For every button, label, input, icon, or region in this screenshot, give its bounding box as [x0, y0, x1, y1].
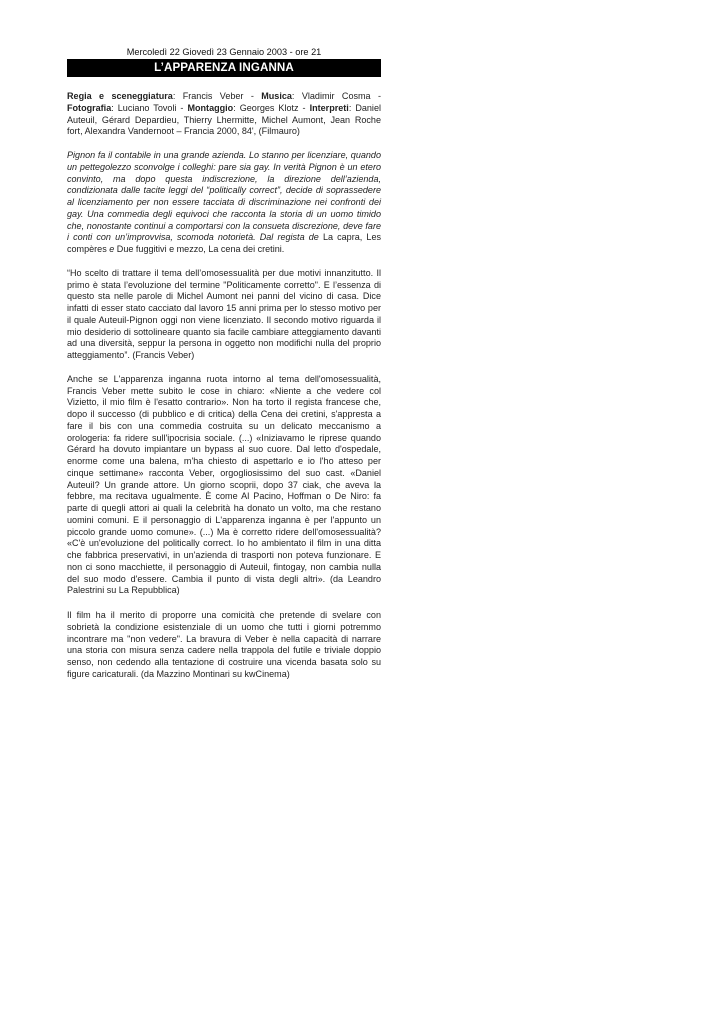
synopsis-connector: e: [106, 244, 117, 254]
fotografia-label: Fotografia: [67, 102, 112, 113]
document-page: [67, 46, 381, 681]
screening-date: Mercoledì 22 Giovedì 23 Gennaio 2003 - ore 21: [126, 47, 322, 57]
synopsis-text: Pignon fa il contabile in una grande azienda. Lo stanno per licenziare, quando un pettegolezzo sconvolge i colleghi: pare sia gay. In verità Pignon è un etero convinto, ma dopo questa indiscrezione, la direzione dell’azienda, condizionata dalle tacite leggi del “politically correct”, decide di soprassedere al licenziamento per non essere tacciata di discriminazione nei confronti dei gay. Una commedia degli equivoci che racconta la storia di un uomo timido che, nonostante continui a comportarsi con la consueta discrezione, deve fare i conti con un’improvvisa, scomoda notorietà. Dal regista de: [67, 150, 381, 243]
synopsis-film-list-2: Due fuggitivi e mezzo, La cena dei cretini: [116, 244, 282, 254]
kwcinema-review-paragraph: Il film ha il merito di proporre una comicità che pretende di svelare con sobrietà la condizione esistenziale di un uomo che tutti i giorni potremmo incontrare ma "non vedere". La bravura di Veber è nella capacità di narrare una storia con misura senza cadere nella trappola del futile e triviale doppio senso, non cedendo alla tentazione di costruire una vicenda basata solo su figure caricaturali. (da Mazzino Montinari su kwCinema): [67, 610, 381, 679]
montaggio-label: Montaggio: [187, 102, 234, 113]
synopsis-paragraph: [67, 150, 381, 256]
musica-label: Musica: [261, 91, 292, 101]
regia-value: : Francis Veber -: [172, 91, 262, 101]
interpreti-label: Interpreti: [309, 102, 349, 113]
credits-paragraph: [67, 91, 381, 138]
repubblica-review-paragraph: Anche se L'apparenza inganna ruota intorno al tema dell'omosessualità, Francis Veber mette subito le cose in chiaro: «Niente a che vedere col Vizietto, il mio film è l'esatto contrario». Non ha torto il regista francese che, dopo il successo (di pubblico e di critica) della Cena dei cretini, s'appresta a fare il bis con una commedia costruita su un delicato meccanismo a orologeria: fa ridere sull'ipocrisia sociale. (...) «Iniziavamo le riprese quando Gérard ha dovuto impiantare un bypass al suo cuore. Dal letto d'ospedale, enorme come una balena, m'ha chiesto di aspettarlo e io l'ho atteso per cinque settimane» racconta Veber, orgogliosissimo del suo cast. «Daniel Auteuil? Un grande attore. Un giorno scoprii, dopo 37 ciak, che aveva la febbre, ma recitava ugualmente. È come Al Pacino, Hoffman o De Niro: fa parte di quegli attori ai quali la celebrità ha donato un volto, ma che restano uomini comuni. E il personaggio di L'apparenza inganna è per l'appunto un piccolo grande uomo comune». (...) Ma è corretto ridere dell'omosessualità? «C'è un'evoluzione del politically correct. Io ho ambientato il film in una ditta che fabbrica preservativi, in un'azienda di trasporti non poteva funzionare. E non ci sono macchiette, il personaggio di Auteuil, fintogay, non cambia nulla del suo modo d'essere. Cambia il punto di vista degli altri». (da Leandro Palestrini su La Repubblica): [67, 373, 381, 596]
interpreti-value: : Daniel Auteuil, Gérard Depardieu, Thierry Lhermitte, Michel Aumont, Jean Roche fort, Alexandra Vandernoot – Francia 2000, 84', (Filmauro): [67, 102, 381, 137]
synopsis-end: .: [281, 244, 285, 254]
fotografia-value: : Luciano Tovoli -: [111, 102, 188, 113]
musica-value: : Vladimir Cosma -: [291, 91, 381, 101]
synopsis-film-list-1: La capra, Les compères: [67, 232, 381, 254]
montaggio-value: : Georges Klotz -: [233, 102, 310, 113]
regia-label: Regia e sceneggiatura: [67, 91, 173, 101]
film-title: L’APPARENZA INGANNA: [67, 59, 381, 77]
director-quote-paragraph: “Ho scelto di trattare il tema dell’omosessualità per due motivi innanzitutto. Il primo è stata l’evoluzione del termine "Politicamente corretto". E l’essenza di questo sta nelle parole di Michel Aumont nei panni del vicino di casa. Dice infatti di esser stato cacciato dal lavoro 15 anni prima per lo stesso motivo per il quale Auteuil-Pignon oggi non viene licenziato. Il secondo motivo riguarda il mio desiderio di sottolineare quanto sia facile cambiare atteggiamento davanti ad una diversità, seppur la persona in oggetto non modifichi nulla del proprio atteggiamento”. (Francis Veber): [67, 267, 381, 360]
